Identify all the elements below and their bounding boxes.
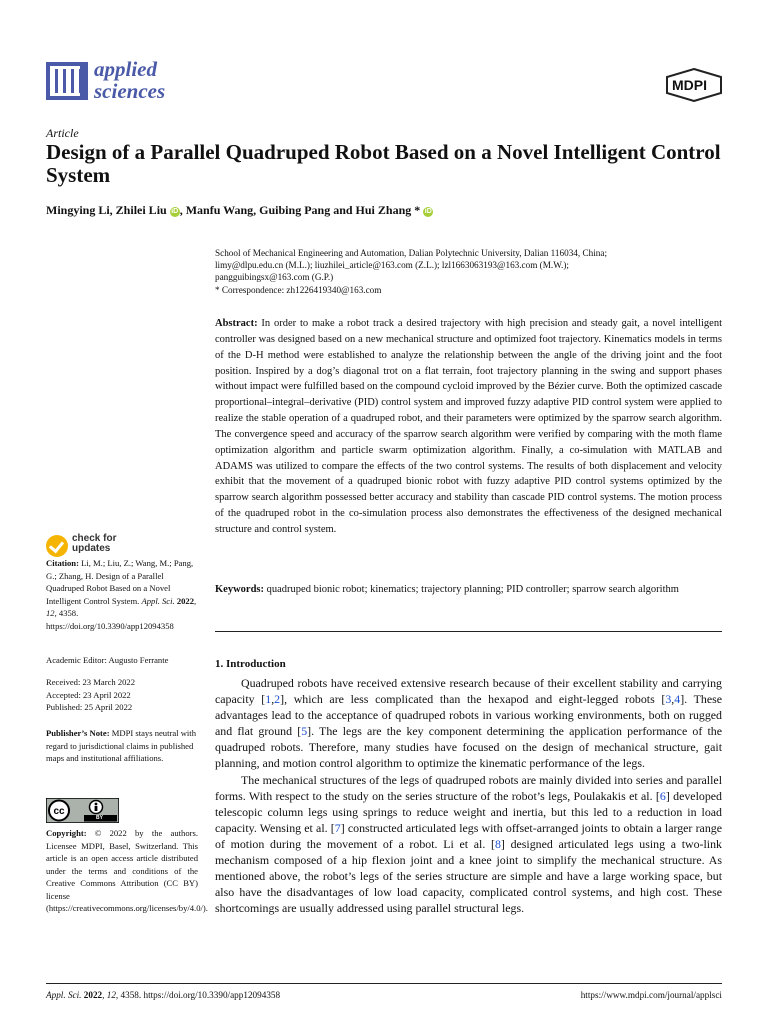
text: , (671, 692, 675, 707)
text: Quadruped robots have received extensive research because of their excellent stability and carrying capacity [ (215, 676, 722, 707)
citation-link[interactable]: 5 (301, 724, 308, 739)
journal-emblem-icon (46, 62, 88, 100)
footer-journal-url[interactable]: https://www.mdpi.com/journal/applsci (580, 990, 722, 1000)
cc-by-icon (46, 798, 119, 823)
text: ] constructed articulated legs with offset-arranged joints to obtain a larger range of motion during the movement of a robot. Li et al. [ (215, 820, 722, 851)
text: ], which are less complicated than the hexapod and eight-legged robots [ (280, 692, 666, 707)
keywords-text: quadruped bionic robot; kinematics; trajectory planning; PID controller; sparrow search algorithm (264, 584, 679, 595)
citation-link[interactable]: 2 (274, 692, 281, 707)
correspondence: * Correspondence: zh1226419340@163.com (215, 284, 382, 295)
publisher-name: MDPI (672, 77, 707, 93)
citation-doi: , 4358. https://doi.org/10.3390/app12094358 (46, 608, 174, 631)
copyright-label: Copyright: (46, 828, 87, 838)
citation-link[interactable]: 8 (494, 836, 501, 851)
dates (46, 676, 198, 714)
publishers-note (46, 727, 198, 765)
published-date: Published: 25 April 2022 (46, 702, 133, 712)
check-icon (46, 535, 68, 557)
section-heading: 1. Introduction (215, 658, 286, 670)
cc-by-label: BY (96, 815, 103, 821)
introduction-body (215, 675, 722, 916)
text: ] designed articulated legs using a two-link mechanism composed of a hip flexion joint and a knee joint to simplify the mechanical structure. As mentioned above, the robot’s legs of the series structure are simple and have a large working space, but also have the disadvantages of low load capacity, complicated control systems, and high cost. These shortcomings are usually addressed using parallel structural legs. (215, 836, 722, 916)
affiliations (215, 247, 725, 296)
affiliation-line: School of Mechanical Engineering and Automation, Dalian Polytechnic University, Dalian 116034, China; (215, 248, 607, 258)
orcid-icon[interactable]: iD (424, 208, 432, 215)
journal-logo (46, 58, 181, 108)
mdpi-logo (664, 68, 724, 102)
text: ]. These advantages lead to the acceptance of quadruped robots in various working environments, both on rugged and flat ground [ (215, 692, 722, 739)
section-divider (215, 631, 722, 632)
article-title: Design of a Parallel Quadruped Robot Based on a Novel Intelligent Control System (46, 140, 721, 187)
authors-part2: , Manfu Wang, Guibing Pang and Hui Zhang * (179, 203, 421, 217)
footer-doi: , 4358. https://doi.org/10.3390/app12094358 (115, 990, 281, 1000)
citation-link[interactable]: 7 (334, 820, 341, 835)
abstract-label: Abstract: (215, 318, 258, 329)
article-type: Article (46, 126, 79, 140)
paragraph (215, 772, 722, 917)
citation-journal: Appl. Sci. (141, 595, 175, 606)
footer-year: 2022 (81, 990, 103, 1000)
footer-journal: Appl. Sci. (46, 990, 82, 1000)
accepted-date: Accepted: 23 April 2022 (46, 689, 131, 700)
copyright-text: © 2022 by the authors. Licensee MDPI, Basel, Switzerland. This article is an open access article distributed under the terms and conditions of the Creative Commons Attribution (CC BY) license (https://creativecommons.org/licenses/by/4.0/). (46, 828, 208, 913)
pubnote-text: MDPI stays neutral with regard to jurisdictional claims in published maps and institutional affiliations. (46, 728, 196, 763)
svg-text:cc: cc (53, 806, 65, 817)
citation-volume: , 12 (46, 595, 197, 618)
journal-name-line1: applied (94, 57, 157, 81)
citation-text: Li, M.; Liu, Z.; Wang, M.; Pang, G.; Zhang, H. Design of a Parallel Quadruped Robot Based on a Novel Intelligent Control System. (46, 558, 194, 606)
copyright-notice (46, 827, 208, 915)
footer-citation (46, 990, 280, 1000)
citation-link[interactable]: 6 (659, 788, 666, 803)
author-list (46, 203, 433, 218)
footer-volume: , 12 (102, 990, 116, 1000)
citation-block (46, 557, 198, 632)
check-label-2: updates (72, 543, 111, 554)
text: ]. The legs are the key component determining the application performance of the quadruped robots. Therefore, many studies have focused on the design of mechanical structure, gait planning, and motion control algorithm to optimize the kinematic performance of the legs. (215, 724, 723, 771)
abstract (215, 316, 722, 538)
check-label-1: check for (72, 533, 117, 544)
orcid-icon[interactable]: iD (171, 208, 179, 215)
authors-part1: Mingying Li, Zhilei Liu (46, 203, 167, 217)
received-date: Received: 23 March 2022 (46, 677, 136, 687)
academic-editor: Academic Editor: Augusto Ferrante (46, 655, 169, 665)
journal-name-line2: sciences (94, 79, 166, 103)
citation-label: Citation: (46, 558, 79, 568)
citation-link[interactable]: 1 (265, 692, 272, 707)
citation-link[interactable]: 4 (674, 692, 681, 707)
citation-year: 2022 (174, 595, 195, 606)
keywords-label: Keywords: (215, 584, 264, 595)
text: ] developed telescopic column legs using springs to reduce weight and inertia, but this led to a reduction in load capacity. Wensing et al. [ (215, 788, 722, 835)
text: , (271, 692, 275, 707)
affiliation-emails-cont: pangguibingsx@163.com (G.P.) (215, 272, 334, 283)
citation-link[interactable]: 3 (665, 692, 672, 707)
abstract-text: In order to make a robot track a desired trajectory with high precision and steady gait, a novel intelligent controller was designed based on a new mechanical structure and optimized foot trajectory. Kinematics models in terms of the D-H method were established to analyze the relationship between the angle of the driving joint and the foot position. Inspired by a dog’s diagonal trot on a flat terrain, foot trajectory planning in the swing and support phases without impact were fulfilled based on the compound cycloid improved by the Bézier curve. Both the optimized cascade proportional–integral–derivative (PID) control system and improved fuzzy adaptive PID control system were applied to realize the stable operation of a quadruped robot, and their parameters were optimized by the sparrow search algorithm. The convergence speed and accuracy of the sparrow search algorithm were verified by comparing with the moth flame optimization algorithm and particle swarm optimization algorithm. Finally, a co-simulation with MATLAB and ADAMS was utilized to compare the effects of the two control systems. The results of both displacement and velocity exhibit that the movement of a quadruped bionic robot with fuzzy adaptive PID control systems optimized by the sparrow search algorithm possessed better accuracy and stability than cascade PID control systems. The motion process of the quadruped robot in the co-simulation process also demonstrates the effectiveness of the designed mechanical structure and control system. (215, 318, 722, 535)
keywords (215, 582, 722, 598)
footer-divider (46, 983, 722, 984)
affiliation-emails: limy@dlpu.edu.cn (M.L.); liuzhilei_article@163.com (Z.L.); lzl1663063193@163.com (M.W.); (215, 260, 569, 271)
cc-by-license-badge[interactable] (46, 798, 119, 823)
paragraph (215, 675, 722, 772)
text: The mechanical structures of the legs of quadruped robots are mainly divided into series and parallel forms. With respect to the study on the series structure of the robot’s legs, Poulakakis et al. [ (215, 772, 722, 803)
pubnote-label: Publisher’s Note: (46, 728, 110, 738)
